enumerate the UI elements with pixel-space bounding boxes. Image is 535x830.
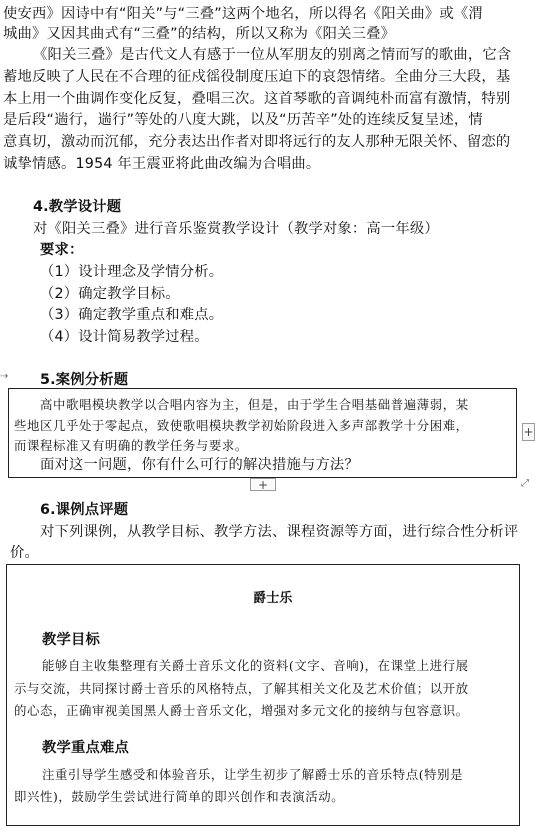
para2-line-6: 诚挚情感。1954 年王震亚将此曲改编为合唱曲。 [3, 156, 321, 172]
case-question: 面对这一问题，你有什么可行的解决措施与方法？ [40, 457, 359, 473]
q4-requirements-label: 要求： [40, 242, 84, 258]
q5-heading: 5.案例分析题 [40, 372, 129, 388]
para2-line-4: 是后段“遄行，遄行”等处的八度大跳，以及“历苦辛”处的连续反复呈述，情 [3, 112, 483, 128]
resize-handle-icon[interactable]: ⤢ [521, 478, 529, 489]
key-heading: 教学重点难点 [42, 740, 129, 756]
para2-line-2: 蓄地反映了人民在不合理的征戍徭役制度压迫下的哀怨情绪。全曲分三大段，基 [3, 69, 511, 85]
case-line-3: 而课程标准又有明确的教学任务与要求。 [14, 438, 248, 453]
key-line-2: 即兴性)，鼓励学生尝试进行简单的即兴创作和表演活动。 [14, 789, 345, 804]
para2-line-3: 本上用一个曲调作变化反复，叠唱三次。这首琴歌的音调纯朴而富有激情，特别 [3, 91, 511, 107]
goal-heading: 教学目标 [42, 632, 100, 648]
para2-line-1: 《阳关三叠》是古代文人有感于一位从军朋友的别离之情而写的歌曲，它含 [33, 47, 512, 63]
intro-line-2: 城曲》又因其曲式有“三叠”的结构，所以又称为《阳关三叠》 [3, 26, 396, 42]
goal-line-1: 能够自主收集整理有关爵士音乐文化的资料(文字、音响)，在课堂上进行展 [42, 658, 469, 673]
plus-icon: + [523, 425, 534, 439]
q6-intro-line-2: 价。 [10, 545, 39, 561]
q4-intro: 对《阳关三叠》进行音乐鉴赏教学设计（教学对象：高一年级） [33, 221, 439, 237]
case-line-1: 高中歌唱模块教学以合唱内容为主，但是，由于学生合唱基础普遍薄弱，某 [40, 397, 469, 412]
q4-item-2: （2）确定教学目标。 [40, 286, 180, 302]
case-line-2: 些地区几乎处于零起点，致使歌唱模块教学初始阶段进入多声部教学十分困难， [14, 418, 469, 433]
lesson-title: 爵士乐 [253, 591, 293, 606]
goal-line-2: 示与交流，共同探讨爵士音乐的风格特点，了解其相关文化及艺术价值；以开放 [14, 681, 469, 696]
q4-heading: 4.教学设计题 [33, 199, 122, 215]
q4-item-3: （3）确定教学重点和难点。 [40, 307, 224, 323]
intro-line-1: 使安西》因诗中有“阳关”与“三叠”这两个地名，所以得名《阳关曲》或《渭 [3, 6, 483, 22]
add-column-button[interactable] [522, 423, 535, 441]
q4-item-1: （1）设计理念及学情分析。 [40, 264, 224, 280]
key-line-1: 注重引导学生感受和体验音乐，让学生初步了解爵士乐的音乐特点(特别是 [42, 767, 464, 782]
q6-intro-line-1: 对下列课例，从教学目标、教学方法、课程资源等方面，进行综合性分析评 [40, 524, 519, 540]
plus-icon: + [257, 477, 269, 492]
q6-heading: 6.课例点评题 [40, 502, 129, 518]
add-row-button[interactable] [250, 478, 276, 491]
para2-line-5: 意真切，激动而沉郁，充分表达出作者对即将远行的友人那种无限关怀、留恋的 [3, 134, 511, 150]
q4-item-4: （4）设计简易教学过程。 [40, 329, 209, 345]
table-move-handle-icon[interactable]: ⇢ [0, 371, 9, 382]
goal-line-3: 的心态，正确审视美国黑人爵士音乐文化，增强对多元文化的接纳与包容意识。 [14, 703, 469, 718]
